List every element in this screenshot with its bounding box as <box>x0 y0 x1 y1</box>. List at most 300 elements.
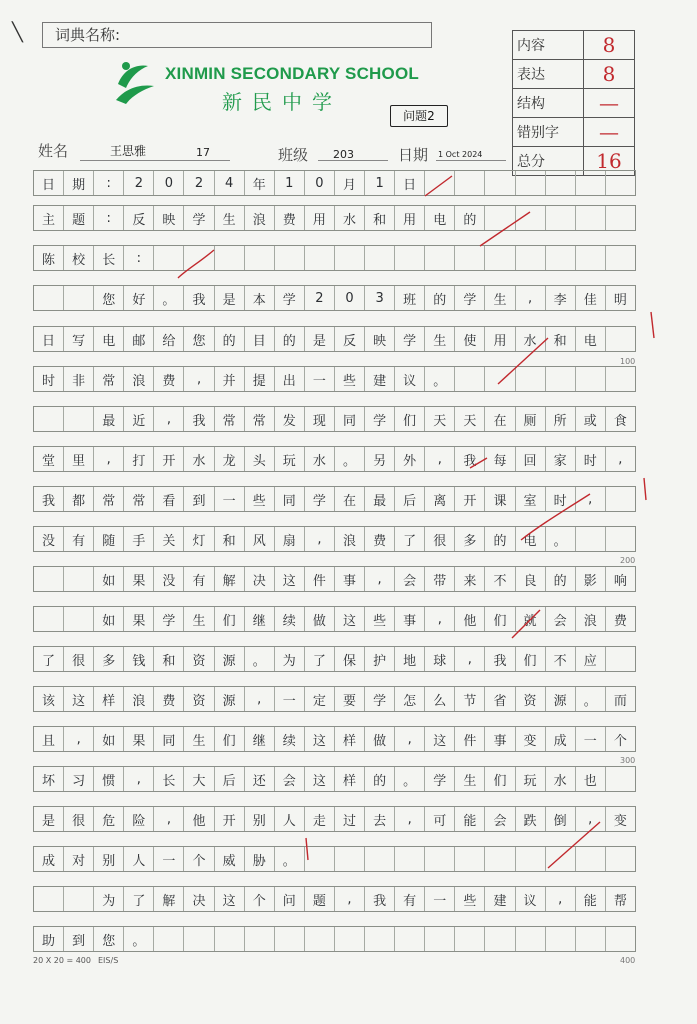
grid-cell: 后 <box>395 487 425 511</box>
grid-cell: 不 <box>485 567 515 591</box>
grid-cell: 没 <box>154 567 184 591</box>
grid-cell: 使 <box>455 327 485 351</box>
grid-cell: 的 <box>365 767 395 791</box>
grid-cell: 3 <box>365 286 395 310</box>
grid-cell: 1 <box>275 171 305 195</box>
grid-cell: 题 <box>64 206 94 230</box>
grid-cell: 外 <box>395 447 425 471</box>
grid-cell: 学 <box>154 607 184 631</box>
grid-cell: 可 <box>425 807 455 831</box>
grid-cell: 些 <box>245 487 275 511</box>
grid-cell: 食 <box>613 413 627 429</box>
grid-cell: 惯 <box>94 767 124 791</box>
grid-cell: 我 <box>365 887 395 911</box>
grid-cell: 电 <box>425 206 455 230</box>
grid-cell: 威 <box>215 847 245 871</box>
grid-cell: 定 <box>305 687 335 711</box>
grid-cell: 一 <box>305 367 335 391</box>
grid-cell: 帮 <box>613 893 627 909</box>
grid-cell: 常 <box>124 487 154 511</box>
grid-cell: 源 <box>215 647 245 671</box>
grid-cell: 在 <box>335 487 365 511</box>
grid-cell: , <box>576 487 606 511</box>
grid-cell: 好 <box>124 286 154 310</box>
grid-cell: 样 <box>335 767 365 791</box>
grid-cell: 了 <box>124 887 154 911</box>
grid-cell: 生 <box>485 286 515 310</box>
grid-cell: 保 <box>335 647 365 671</box>
score-label: 表达 <box>513 60 584 89</box>
grid-cell: 会 <box>485 807 515 831</box>
grid-cell: 件 <box>455 727 485 751</box>
grid-cell: 开 <box>455 487 485 511</box>
grid-cell: 决 <box>184 887 214 911</box>
grid-cell: 学 <box>455 286 485 310</box>
grid-cell: 生 <box>184 727 214 751</box>
grid-cell: 手 <box>124 527 154 551</box>
grid-cell: 目 <box>245 327 275 351</box>
grid-cell: , <box>516 286 546 310</box>
grid-cell: 们 <box>395 407 425 431</box>
grid-cell: 个 <box>245 887 275 911</box>
grid-cell: 堂 <box>34 447 64 471</box>
grid-cell: 一 <box>425 887 455 911</box>
grid-cell: 学 <box>275 286 305 310</box>
grid-cell: 水 <box>516 327 546 351</box>
grid-cell: 该 <box>34 687 64 711</box>
grid-cell: 续 <box>275 727 305 751</box>
grid-cell: 日 <box>34 327 64 351</box>
grid-cell: 打 <box>124 447 154 471</box>
grid-cell: 议 <box>516 887 546 911</box>
grid-cell: 时 <box>576 447 606 471</box>
grid-cell: 风 <box>245 527 275 551</box>
grid-cell: 年 <box>245 171 275 195</box>
grid-cell: 所 <box>546 407 576 431</box>
grid-cell: 或 <box>576 407 606 431</box>
grid-cell: 主 <box>34 206 64 230</box>
grid-cell: 学 <box>305 487 335 511</box>
grid-cell: 2 <box>305 286 335 310</box>
grid-cell: 映 <box>154 206 184 230</box>
grid-cell: , <box>618 451 623 467</box>
grid-cell: 成 <box>34 847 64 871</box>
grid-cell: 样 <box>335 727 365 751</box>
grid-cell: 的 <box>455 206 485 230</box>
form-code: EIS/S <box>98 956 119 965</box>
grid-cell: 且 <box>34 727 64 751</box>
grid-cell: 生 <box>184 607 214 631</box>
grid-cell: 件 <box>305 567 335 591</box>
margin-mark-icon <box>651 312 654 338</box>
grid-cell: 浪 <box>245 206 275 230</box>
grid-cell: 解 <box>154 887 184 911</box>
pen-mark-icon: ╲ <box>12 22 23 43</box>
grid-cell: 明 <box>613 292 627 308</box>
grid-cell: 费 <box>275 206 305 230</box>
grid-cell: 看 <box>154 487 184 511</box>
grid-cell: 地 <box>395 647 425 671</box>
grid-cell: 同 <box>154 727 184 751</box>
grid-cell: 的 <box>546 567 576 591</box>
grid-cell: 就 <box>516 607 546 631</box>
grid-cell: 本 <box>245 286 275 310</box>
grid-cell: 问 <box>275 887 305 911</box>
grid-cell: 陈 <box>34 246 64 270</box>
grid-cell: 了 <box>395 527 425 551</box>
grid-cell: 们 <box>485 607 515 631</box>
grid-cell: 多 <box>455 527 485 551</box>
grid-cell: 近 <box>124 407 154 431</box>
grid-cell: 提 <box>245 367 275 391</box>
grid-cell: 同 <box>275 487 305 511</box>
grid-cell: , <box>305 527 335 551</box>
char-counter: 300 <box>620 756 636 765</box>
grid-cell: 我 <box>455 447 485 471</box>
grid-cell: 时 <box>546 487 576 511</box>
grid-cell: 节 <box>455 687 485 711</box>
grid-cell: 2 <box>184 171 214 195</box>
grid-cell: 1 <box>365 171 395 195</box>
grid-cell: 关 <box>154 527 184 551</box>
grid-cell: 。 <box>335 447 365 471</box>
grid-cell: 。 <box>124 927 154 951</box>
grid-cell: , <box>395 807 425 831</box>
grid-cell: 灯 <box>184 527 214 551</box>
score-label: 总分 <box>513 147 584 176</box>
grid-cell: 影 <box>576 567 606 591</box>
grid-cell: 去 <box>365 807 395 831</box>
grid-cell: 良 <box>516 567 546 591</box>
index-number: 17 <box>196 146 210 159</box>
grid-cell: 最 <box>365 487 395 511</box>
grid-cell: 事 <box>395 607 425 631</box>
grid-cell: 常 <box>94 367 124 391</box>
grid-cell: 水 <box>546 767 576 791</box>
date-label: 日期 <box>398 146 429 164</box>
grid-cell: 费 <box>613 613 627 629</box>
grid-cell: 护 <box>365 647 395 671</box>
grid-cell: 响 <box>613 573 627 589</box>
grid-cell: 都 <box>64 487 94 511</box>
grid-cell: 个 <box>613 733 627 749</box>
tick-mark-icon <box>512 610 540 638</box>
grid-cell: 走 <box>305 807 335 831</box>
grid-cell: 学 <box>365 407 395 431</box>
grid-cell: 生 <box>425 327 455 351</box>
grid-cell: 们 <box>215 607 245 631</box>
grid-cell: 每 <box>485 447 515 471</box>
grid-cell: : <box>124 246 154 270</box>
grid-cell: 变 <box>516 727 546 751</box>
grid-cell: 为 <box>94 887 124 911</box>
grid-cell: 天 <box>455 407 485 431</box>
grid-cell: 2 <box>124 171 154 195</box>
grid-cell: 并 <box>215 367 245 391</box>
grid-cell: 映 <box>365 327 395 351</box>
grid-cell: 果 <box>124 727 154 751</box>
grid-cell: 过 <box>335 807 365 831</box>
grid-cell: 有 <box>184 567 214 591</box>
grid-cell: 应 <box>576 647 606 671</box>
grid-cell: 决 <box>245 567 275 591</box>
grid-cell: 对 <box>64 847 94 871</box>
grid-cell: 您 <box>184 327 214 351</box>
grid-cell: 时 <box>34 367 64 391</box>
grid-cell: 一 <box>275 687 305 711</box>
grid-cell: 球 <box>425 647 455 671</box>
grid-cell: 人 <box>275 807 305 831</box>
grid-cell: 个 <box>184 847 214 871</box>
grid-cell: , <box>154 407 184 431</box>
grid-cell: 习 <box>64 767 94 791</box>
grid-cell: 头 <box>245 447 275 471</box>
grid-cell: 果 <box>124 567 154 591</box>
tick-mark-icon <box>178 250 214 278</box>
grid-cell: 日 <box>395 171 425 195</box>
grid-cell: 这 <box>305 767 335 791</box>
grid-cell: 解 <box>215 567 245 591</box>
grid-cell: 李 <box>546 286 576 310</box>
grid-cell: 。 <box>154 286 184 310</box>
grid-cell: 危 <box>94 807 124 831</box>
grid-cell: 费 <box>154 367 184 391</box>
grid-cell: 学 <box>425 767 455 791</box>
grid-cell: 后 <box>215 767 245 791</box>
grid-cell: 邮 <box>124 327 154 351</box>
grid-cell: 最 <box>94 407 124 431</box>
grid-cell: 电 <box>516 527 546 551</box>
grid-cell: 而 <box>613 693 627 709</box>
grid-cell: 做 <box>365 727 395 751</box>
grid-cell: 来 <box>455 567 485 591</box>
grid-cell: 0 <box>305 171 335 195</box>
grid-cell: 室 <box>516 487 546 511</box>
grid-cell: 学 <box>184 206 214 230</box>
grid-cell: 坏 <box>34 767 64 791</box>
grid-cell: 发 <box>275 407 305 431</box>
grid-cell: 。 <box>275 847 305 871</box>
char-counter: 100 <box>620 357 636 366</box>
grid-cell: 同 <box>335 407 365 431</box>
grid-cell: 您 <box>94 286 124 310</box>
grid-cell: 。 <box>546 527 576 551</box>
grid-cell: 事 <box>335 567 365 591</box>
grid-cell: 大 <box>184 767 214 791</box>
char-counter: 400 <box>620 956 636 965</box>
grid-cell: 生 <box>455 767 485 791</box>
grid-cell: 水 <box>305 447 335 471</box>
grid-cell: 龙 <box>215 447 245 471</box>
grid-cell: 这 <box>335 607 365 631</box>
grid-cell: 日 <box>34 171 64 195</box>
grid-cell: 校 <box>64 246 94 270</box>
grid-cell: , <box>546 887 576 911</box>
grid-cell: 也 <box>576 767 606 791</box>
grid-cell: , <box>184 367 214 391</box>
grid-cell: 有 <box>64 527 94 551</box>
date-value: 1 Oct 2024 <box>438 150 483 159</box>
grid-cell: 和 <box>215 527 245 551</box>
grid-cell: 电 <box>94 327 124 351</box>
tick-mark-icon <box>480 212 530 246</box>
grid-cell: 开 <box>154 447 184 471</box>
grid-cell: 些 <box>335 367 365 391</box>
grid-cell: 佳 <box>576 286 606 310</box>
grid-cell: , <box>425 607 455 631</box>
grid-cell: 这 <box>64 687 94 711</box>
grid-cell: 继 <box>245 607 275 631</box>
grid-cell: 建 <box>485 887 515 911</box>
grid-cell: 能 <box>455 807 485 831</box>
grid-cell: 厕 <box>516 407 546 431</box>
tick-mark-icon <box>470 458 487 468</box>
grid-cell: 变 <box>613 813 627 829</box>
grid-cell: 是 <box>34 807 64 831</box>
grid-cell: 为 <box>275 647 305 671</box>
dictionary-name-label: 词典名称: <box>55 26 121 44</box>
grid-cell: 费 <box>365 527 395 551</box>
grid-cell: 资 <box>184 647 214 671</box>
grid-cell: 带 <box>425 567 455 591</box>
grid-cell: 0 <box>154 171 184 195</box>
grid-cell: 我 <box>34 487 64 511</box>
class-label: 班级 <box>278 146 309 164</box>
grid-cell: 长 <box>154 767 184 791</box>
grid-cell: 资 <box>184 687 214 711</box>
grid-cell: 家 <box>546 447 576 471</box>
score-label: 错别字 <box>513 118 584 147</box>
grid-cell: 水 <box>335 206 365 230</box>
grid-cell: 的 <box>485 527 515 551</box>
grid-cell: 期 <box>64 171 94 195</box>
grid-cell: 如 <box>94 727 124 751</box>
grid-cell: 不 <box>546 647 576 671</box>
grid-cell: 成 <box>546 727 576 751</box>
grid-cell: 是 <box>215 286 245 310</box>
grid-cell: 学 <box>365 687 395 711</box>
grid-cell: 给 <box>154 327 184 351</box>
grid-cell: 生 <box>215 206 245 230</box>
grid-cell: 0 <box>335 286 365 310</box>
char-counter: 200 <box>620 556 636 565</box>
grid-cell: 水 <box>184 447 214 471</box>
name-label: 姓名 <box>38 142 69 160</box>
tick-mark-icon <box>498 338 548 384</box>
grid-cell: 。 <box>425 367 455 391</box>
score-label: 结构 <box>513 89 584 118</box>
grid-cell: 们 <box>516 647 546 671</box>
grid-cell: 在 <box>485 407 515 431</box>
grid-cell: 了 <box>305 647 335 671</box>
grid-cell: 别 <box>245 807 275 831</box>
score-value: 8 <box>584 31 635 60</box>
grid-cell: 。 <box>576 687 606 711</box>
grid-cell: 续 <box>275 607 305 631</box>
grid-cell: , <box>124 767 154 791</box>
grid-cell: , <box>245 687 275 711</box>
grid-cell: 跌 <box>516 807 546 831</box>
grid-cell: 这 <box>215 887 245 911</box>
grid-cell: 。 <box>245 647 275 671</box>
grid-cell: 们 <box>215 727 245 751</box>
grid-cell: 和 <box>365 206 395 230</box>
grid-cell: 果 <box>124 607 154 631</box>
margin-mark-icon <box>644 478 646 500</box>
grid-cell: 浪 <box>124 687 154 711</box>
grid-cell: 钱 <box>124 647 154 671</box>
grid-cell: 很 <box>425 527 455 551</box>
grid-cell: 没 <box>34 527 64 551</box>
grid-cell: 如 <box>94 567 124 591</box>
tick-mark-icon <box>548 822 600 868</box>
grid-cell: , <box>455 647 485 671</box>
grid-cell: 他 <box>455 607 485 631</box>
grid-cell: 的 <box>425 286 455 310</box>
school-name-english: XINMIN SECONDARY SCHOOL <box>165 64 419 83</box>
score-value: — <box>584 89 635 118</box>
grid-cell: 您 <box>94 927 124 951</box>
grid-cell: 很 <box>64 647 94 671</box>
grid-cell: 4 <box>215 171 245 195</box>
grid-cell: 建 <box>365 367 395 391</box>
grid-cell: 和 <box>154 647 184 671</box>
grid-cell: 们 <box>485 767 515 791</box>
grid-cell: 到 <box>64 927 94 951</box>
score-value: 8 <box>584 60 635 89</box>
grid-cell: 是 <box>305 327 335 351</box>
grid-cell: 的 <box>215 327 245 351</box>
grid-cell: 反 <box>335 327 365 351</box>
grid-cell: 我 <box>184 407 214 431</box>
grid-cell: 助 <box>34 927 64 951</box>
grid-cell: 班 <box>395 286 425 310</box>
grid-cell: 随 <box>94 527 124 551</box>
grid-cell: 反 <box>124 206 154 230</box>
grid-cell: 继 <box>245 727 275 751</box>
grid-cell: 用 <box>395 206 425 230</box>
grid-cell: 人 <box>124 847 154 871</box>
name-value: 王思雅 <box>110 144 147 158</box>
grid-cell: 如 <box>94 607 124 631</box>
grid-cell: , <box>395 727 425 751</box>
grid-cell: , <box>365 567 395 591</box>
grid-cell: 到 <box>184 487 214 511</box>
school-name-chinese: 新民中学 <box>222 90 342 114</box>
grid-cell: 写 <box>64 327 94 351</box>
grid-cell: 很 <box>64 807 94 831</box>
grid-cell: 开 <box>215 807 245 831</box>
grid-cell: 玩 <box>275 447 305 471</box>
grid-cell: 资 <box>516 687 546 711</box>
margin-mark-icon <box>306 838 308 860</box>
grid-cell: 会 <box>395 567 425 591</box>
grid-cell: 一 <box>576 727 606 751</box>
grid-cell: 天 <box>425 407 455 431</box>
grid-cell: 电 <box>576 327 606 351</box>
grid-cell: 一 <box>215 487 245 511</box>
grid-cell: 会 <box>546 607 576 631</box>
grid-cell: 会 <box>275 767 305 791</box>
grid-cell: 了 <box>34 647 64 671</box>
grid-cell: , <box>425 447 455 471</box>
grid-cell: 还 <box>245 767 275 791</box>
grid-cell: 这 <box>275 567 305 591</box>
grid-cell: 胁 <box>245 847 275 871</box>
grid-cell: : <box>94 171 124 195</box>
grid-cell: 么 <box>425 687 455 711</box>
grid-cell: 出 <box>275 367 305 391</box>
